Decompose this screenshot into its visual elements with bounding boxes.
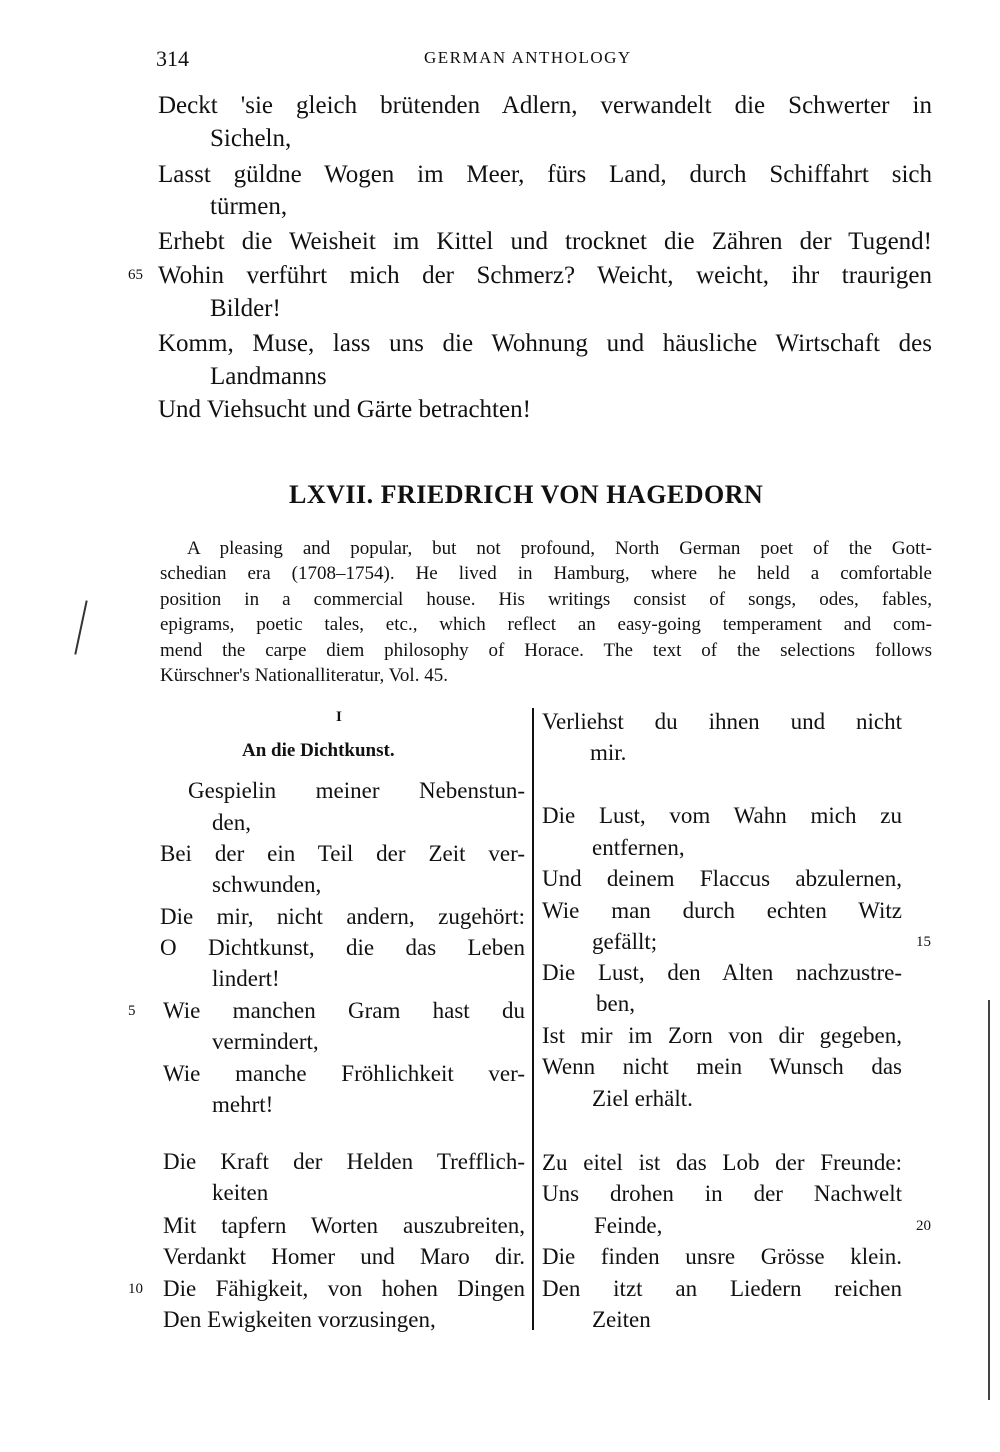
- intro-line: epigrams, poetic tales, etc., which reflect an easy-going temperament and com-: [160, 614, 932, 635]
- right-line: Wie man durch echten Witz: [542, 898, 902, 923]
- left-line: lindert!: [212, 966, 280, 991]
- left-line: Wie manche Fröhlichkeit ver-: [163, 1061, 525, 1086]
- top-poem-line: Komm, Muse, lass uns die Wohnung und häusliche Wirtschaft des: [158, 330, 932, 357]
- left-line: Bei der ein Teil der Zeit ver-: [160, 841, 525, 866]
- right-line: Die finden unsre Grösse klein.: [542, 1244, 902, 1269]
- left-line: vermindert,: [212, 1029, 319, 1054]
- intro-line: position in a commercial house. His writings consist of songs, odes, fables,: [160, 589, 932, 610]
- left-line: keiten: [212, 1180, 269, 1205]
- left-line: Gespielin meiner Nebenstun-: [188, 778, 525, 803]
- page-number: 314: [156, 46, 189, 71]
- section-title: LXVII. FRIEDRICH VON HAGEDORN: [289, 480, 764, 509]
- line-number: 10: [128, 1281, 143, 1297]
- right-line: Den itzt an Liedern reichen: [542, 1276, 902, 1301]
- top-poem-line: Lasst güldne Wogen im Meer, fürs Land, durch Schiffahrt sich: [158, 161, 932, 188]
- left-line: Den Ewigkeiten vorzusingen,: [163, 1307, 436, 1332]
- intro-line: mend the carpe diem philosophy of Horace. The text of the selections follows: [160, 640, 932, 661]
- left-line: schwunden,: [212, 872, 322, 897]
- right-line: Uns drohen in der Nachwelt: [542, 1181, 902, 1206]
- right-line: Ist mir im Zorn von dir gegeben,: [542, 1023, 902, 1048]
- left-line: Die Kraft der Helden Trefflich-: [163, 1149, 525, 1174]
- top-poem-line: Wohin verführt mich der Schmerz? Weicht, weicht, ihr traurigen: [158, 262, 932, 289]
- line-number: 15: [916, 934, 931, 950]
- left-line: mehrt!: [212, 1092, 274, 1117]
- line-number: 65: [128, 267, 143, 283]
- left-line: Verdankt Homer und Maro dir.: [163, 1244, 525, 1269]
- top-poem-line: Sicheln,: [210, 125, 292, 152]
- column-divider: [532, 708, 534, 1330]
- intro-line: schedian era (1708–1754). He lived in Hamburg, where he held a comfortable: [160, 563, 932, 584]
- right-line: Die Lust, den Alten nachzustre-: [542, 960, 902, 985]
- poem-title: An die Dichtkunst.: [242, 740, 395, 761]
- intro-line: A pleasing and popular, but not profound, North German poet of the Gott-: [187, 538, 932, 559]
- top-poem-line: Bilder!: [210, 295, 281, 322]
- top-poem-line: türmen,: [210, 193, 288, 220]
- line-number: 5: [128, 1003, 136, 1019]
- left-line: O Dichtkunst, die das Leben: [160, 935, 525, 960]
- top-poem-line: Erhebt die Weisheit im Kittel und trocknet die Zähren der Tugend!: [158, 228, 932, 255]
- margin-rule: [988, 1000, 990, 1400]
- poem-number: I: [336, 709, 342, 725]
- right-line: gefällt;: [592, 929, 658, 954]
- left-line: den,: [212, 810, 251, 835]
- top-poem-line: Und Viehsucht und Gärte betrachten!: [158, 396, 531, 423]
- pencil-mark: [74, 600, 87, 654]
- top-poem-line: Deckt 'sie gleich brütenden Adlern, verwandelt die Schwerter in: [158, 92, 932, 119]
- right-line: Zeiten: [592, 1307, 651, 1332]
- right-line: Zu eitel ist das Lob der Freunde:: [542, 1150, 902, 1175]
- intro-line: Kürschner's Nationalliteratur, Vol. 45.: [160, 665, 448, 686]
- top-poem-line: Landmanns: [210, 363, 327, 390]
- right-line: entfernen,: [592, 835, 685, 860]
- right-line: Ziel erhält.: [592, 1086, 693, 1111]
- right-line: Und deinem Flaccus abzulernen,: [542, 866, 902, 891]
- running-head: GERMAN ANTHOLOGY: [424, 48, 632, 67]
- right-line: Feinde,: [594, 1213, 663, 1238]
- line-number: 20: [916, 1218, 931, 1234]
- right-line: ben,: [596, 991, 635, 1016]
- left-line: Die Fähigkeit, von hohen Dingen: [163, 1276, 525, 1301]
- right-line: Die Lust, vom Wahn mich zu: [542, 803, 902, 828]
- right-line: Wenn nicht mein Wunsch das: [542, 1054, 902, 1079]
- left-line: Wie manchen Gram hast du: [163, 998, 525, 1023]
- left-line: Mit tapfern Worten auszubreiten,: [163, 1213, 525, 1238]
- right-line: Verliehst du ihnen und nicht: [542, 709, 902, 734]
- right-line: mir.: [590, 740, 627, 765]
- left-line: Die mir, nicht andern, zugehört:: [160, 904, 525, 929]
